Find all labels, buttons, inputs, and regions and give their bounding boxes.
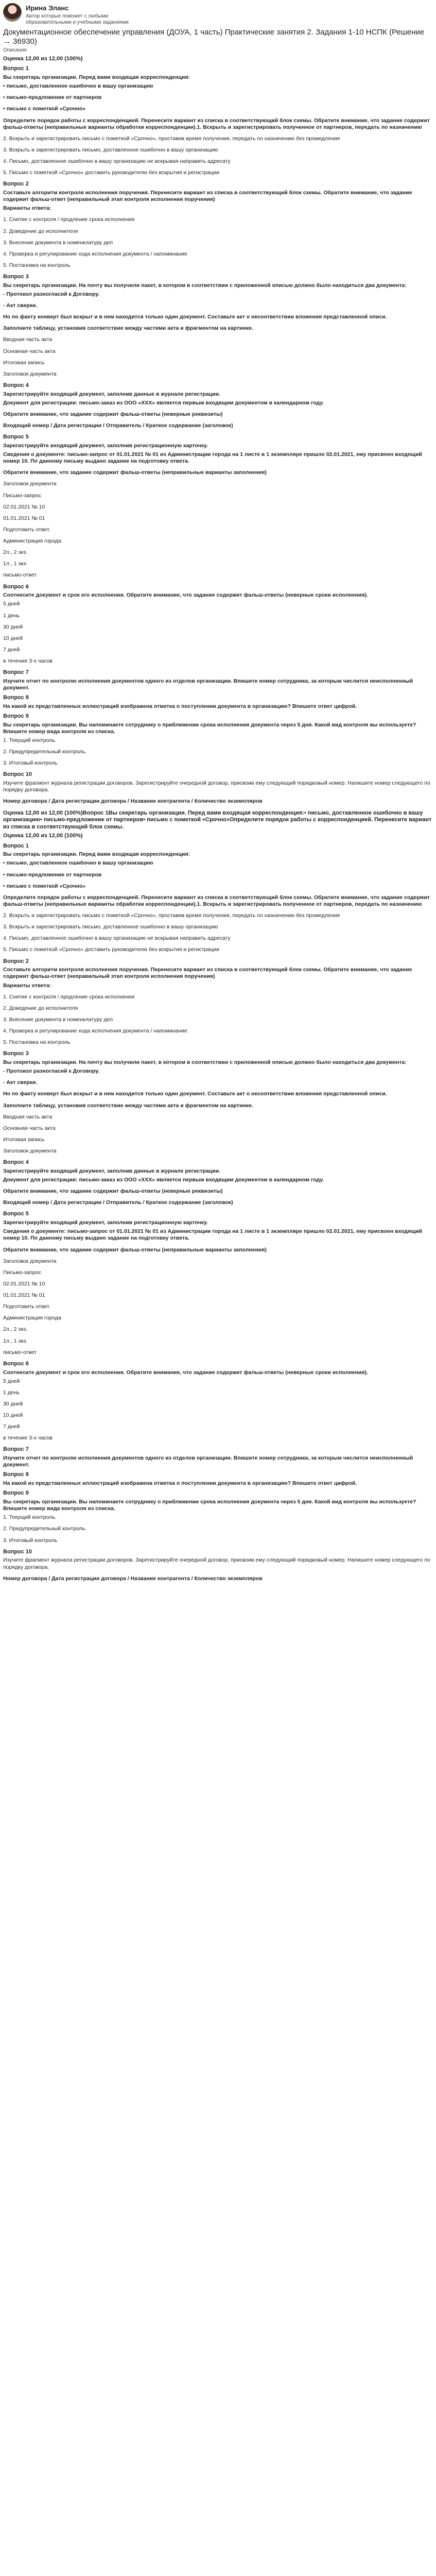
question-line: • письмо, доставленное ошибочно в вашу организацию: [3, 860, 153, 867]
question-line: Заголовок документа: [3, 370, 57, 377]
question-label: Вопрос 5: [3, 1211, 29, 1217]
question-line: 10 дней: [3, 635, 23, 641]
question-line: 10 дней: [3, 1412, 23, 1418]
question-label: Вопрос 4: [3, 382, 29, 388]
question-line: письмо-ответ: [3, 1349, 37, 1355]
question-text: Вы секретарь организации. Перед вами входящая корреспонденция:: [3, 74, 190, 80]
question-label: Вопрос 1: [3, 842, 29, 849]
question-label: Вопрос 5: [3, 434, 29, 440]
question-text: Зарегистрируйте входящий документ, заполнив данные в журнале регистрации.: [3, 1167, 220, 1174]
question-line: 1. Снятие с контроля / продление срока исполнения: [3, 993, 135, 1000]
question-line: 7 дней: [3, 1423, 20, 1430]
question-text: Соотнесите документ и срок его исполнения. Обратите внимание, что задание содержит фальш-ответы (неверные сроки исполнения).: [3, 1369, 368, 1376]
question-label: Вопрос 10: [3, 771, 32, 778]
question-line: 5. Постановка на контроль: [3, 262, 71, 268]
question-line: 5. Постановка на контроль: [3, 1039, 71, 1046]
question-line: - Акт сверки.: [3, 302, 38, 309]
author-name[interactable]: Ирина Эланс: [26, 4, 69, 12]
question-line: 4. Проверка и регулирование хода исполнения документа / напоминание: [3, 1028, 187, 1034]
question-label: Вопрос 8: [3, 1471, 29, 1478]
question-line: 4. Проверка и регулирование хода исполнения документа / напоминание: [3, 250, 187, 257]
question-label: Вопрос 1: [3, 65, 29, 72]
question-text: Составьте алгоритм контроля исполнения поручения. Перенесите вариант из списка в соответствующий блок схемы. Обратите внимание, что задание содержит фальш-ответ (неправильный этап контроля исполнения поручения): [3, 190, 412, 203]
question-line: 5 дней: [3, 1378, 20, 1384]
question-line: • письмо, доставленное ошибочно в вашу организацию: [3, 83, 153, 90]
question-line: Сведения о документе: письмо-запрос от 01.01.2021 № 01 из Администрации города на 1 листе в 1 экземпляре пришло 02.01.2021, ему присвоен входящий номер 10. По данному письму выдано задание на подготовку ответа.: [3, 1228, 422, 1242]
question-line: Подготовить ответ.: [3, 1303, 50, 1310]
question-line: 2. Предупредительный контроль.: [3, 1526, 87, 1532]
question-line: Документ для регистрации: письмо-заказ из ООО «ХХХ» является первым входящим документом в календарном году.: [3, 1177, 324, 1183]
question-label: Вопрос 6: [3, 1360, 29, 1367]
question-line: Определите порядок работы с корреспонденцией. Перенесите вариант из списка в соответствующий блок схемы. Обратите внимание, что задание содержит фальш-ответы (неправильные варианты обработки корреспонденции).1. Вскрыть и зарегистрировать полученное от партнеров, передать по назначению: [3, 117, 430, 130]
question-line: письмо-ответ: [3, 572, 37, 579]
question-text: Соотнесите документ и срок его исполнения. Обратите внимание, что задание содержит фальш-ответы (неверные сроки исполнения).: [3, 592, 368, 599]
question-text: Вы секретарь организации. На почту вы получили пакет, в котором в соответствии с приложенной описью должно было находиться два документа:: [3, 282, 407, 289]
question-text: Вы секретарь организации. На почту вы получили пакет, в котором в соответствии с приложенной описью должно было находиться два документа:: [3, 1059, 407, 1065]
question-line: Документ для регистрации: письмо-заказ из ООО «ХХХ» является первым входящим документом в календарном году.: [3, 399, 324, 406]
question-line: Обратите внимание, что задание содержит фальш-ответы (неверные реквизиты): [3, 411, 223, 417]
question-line: Варианты ответа:: [3, 982, 51, 989]
question-line: Письмо-запрос: [3, 492, 41, 499]
question-text: Вы секретарь организации. Перед вами входящая корреспонденция:: [3, 851, 190, 858]
question-label: Вопрос 2: [3, 181, 29, 188]
question-line: 01.01.2021 № 01: [3, 1292, 45, 1298]
question-label: Вопрос 10: [3, 1548, 32, 1555]
question-line: Заголовок документа: [3, 1148, 57, 1154]
question-text: Вы секретарь организации. Вы напоминаете сотруднику о приближении срока исполнения документа через 5 дня. Какой вид контроля вы используете? Впишите номер вида контроля из списка.: [3, 1499, 416, 1512]
question-label: Вопрос 4: [3, 1159, 29, 1166]
question-line: 1л., 1 экз.: [3, 1337, 28, 1344]
question-line: в течение 3-х часов: [3, 1435, 53, 1442]
question-text: Зарегистрируйте входящий документ, заполнив данные в журнале регистрации.: [3, 391, 220, 397]
question-line: 1 день: [3, 612, 20, 619]
question-label: Вопрос 8: [3, 694, 29, 701]
question-line: Но по факту конверт был вскрыт и в нем находится только один документ. Составьте акт о несоответствии вложения представленной описи.: [3, 1091, 387, 1097]
question-line: 2. Вскрыть и зарегистрировать письмо с пометкой «Срочно», проставив время получения, передать по назначению без промедления: [3, 912, 340, 919]
question-label: Вопрос 9: [3, 1490, 29, 1497]
question-line: Администрация города: [3, 538, 61, 544]
question-line: 5. Письмо с пометкой «Срочно» доставить руководителю без вскрытия и регистрации: [3, 170, 219, 176]
author-description: Автор которые поможет с любыми образовательными и учебными заданиями: [26, 13, 129, 26]
question-line: • письмо-предложение от партнеров: [3, 94, 102, 101]
question-line: Обратите внимание, что задание содержит фальш-ответы (неправильные варианты заполнения): [3, 469, 267, 476]
author-info: [26, 3, 129, 26]
question-line: 5. Письмо с пометкой «Срочно» доставить руководителю без вскрытия и регистрации: [3, 946, 219, 953]
question-line: 2л., 2 экз.: [3, 549, 28, 556]
question-line: • письмо с пометкой «Срочно»: [3, 883, 86, 889]
author-card: [3, 3, 432, 26]
question-line: Обратите внимание, что задание содержит фальш-ответы (неверные реквизиты): [3, 1188, 223, 1195]
question-line: Обратите внимание, что задание содержит фальш-ответы (неправильные варианты заполнения): [3, 1246, 267, 1253]
question-line: Заголовок документа: [3, 1258, 57, 1264]
grade-text-repeat: Оценка 12,00 из 12,00 (100%): [3, 832, 83, 839]
question-line: 02.01.2021 № 10: [3, 503, 45, 510]
question-line: 30 дней: [3, 623, 23, 630]
question-label: Вопрос 3: [3, 274, 29, 280]
question-line: 5 дней: [3, 601, 20, 607]
question-line: 01.01.2021 № 01: [3, 515, 45, 521]
question-label: Вопрос 2: [3, 958, 29, 964]
question-line: 3. Внесение документа в номенклатуру дел: [3, 1016, 113, 1023]
grade-text: Оценка 12,00 из 12,00 (100%): [3, 55, 83, 62]
question-label: Вопрос 6: [3, 583, 29, 590]
question-line: Подготовить ответ.: [3, 526, 50, 533]
question-label: Вопрос 7: [3, 669, 29, 676]
question-label: Вопрос 3: [3, 1050, 29, 1057]
question-line: Определите порядок работы с корреспонденцией. Перенесите вариант из списка в соответствующий блок схемы. Обратите внимание, что задание содержит фальш-ответы (неправильные варианты обработки корреспонденции).1. Вскрыть и зарегистрировать полученное от партнеров, передать по назначению: [3, 894, 430, 907]
repeat-intro: Оценка 12,00 из 12,00 (100%)Вопрос 1Вы секретарь организации. Перед вами входящая корреспонденция:• письмо, доставленное ошибочно в вашу организацию• письмо-предложение от партнеров• письмо с пометкой «Срочно»Определите порядок работы с корреспонденцией. Перенесите вариант из списка в соответствующий блок схемы.: [3, 809, 432, 830]
question-line: 2. Предупредительный контроль.: [3, 749, 87, 755]
question-line: Администрация города: [3, 1315, 61, 1321]
question-text: На какой из представленных иллюстраций изображена отметка о поступлении документа в организацию? Впишите ответ цифрой.: [3, 1480, 357, 1487]
question-line: 7 дней: [3, 646, 20, 653]
question-line: Номер договора / Дата регистрации договора / Название контрагента / Количество экземпляров: [3, 798, 263, 805]
page-title: Документационное обеспечение управления (ДОУА, 1 часть) Практические занятия 2. Задания 1-10 НСПК (Решение → 36930): [3, 28, 425, 46]
question-line: 1. Снятие с контроля / продление срока исполнения: [3, 216, 135, 223]
question-text: Изучите отчет по контролю исполнения документов одного из отделов организации. Впишите номер сотрудника, за которым числится неисполненный документ.: [3, 1455, 413, 1468]
question-text: Зарегистрируйте входящий документ, заполнив регистрационную карточку.: [3, 1219, 208, 1226]
question-line: 1. Текущий контроль.: [3, 1514, 57, 1521]
question-text: Вы секретарь организации. Вы напоминаете сотруднику о приближении срока исполнения документа через 5 дня. Какой вид контроля вы используете? Впишите номер вида контроля из списка.: [3, 721, 416, 735]
question-line: Заполните таблицу, установив соответствие между частями акта и фрагментом на картинке.: [3, 325, 253, 332]
question-line: Письмо-запрос: [3, 1269, 41, 1276]
question-line: - Акт сверки.: [3, 1079, 38, 1086]
questions-list: [3, 65, 432, 805]
question-text: На какой из представленных иллюстраций изображена отметка о поступлении документа в организацию? Впишите ответ цифрой.: [3, 703, 357, 709]
avatar: [3, 3, 22, 22]
question-line: Входящий номер / Дата регистрации / Отправитель / Краткое содержание (заголовок): [3, 422, 233, 429]
question-line: Основная часть акта: [3, 348, 56, 354]
question-line: 02.01.2021 № 10: [3, 1280, 45, 1287]
question-line: 1л., 1 экз.: [3, 561, 28, 567]
question-line: Сведения о документе: письмо-запрос от 01.01.2021 № 01 из Администрации города на 1 листе в 1 экземпляре пришло 02.01.2021, ему присвоен входящий номер 10. По данному письму выдано задание на подготовку ответа.: [3, 451, 422, 465]
question-line: • письмо-предложение от партнеров: [3, 871, 102, 878]
question-text: Зарегистрируйте входящий документ, заполнив регистрационную карточку.: [3, 442, 208, 449]
question-label: Вопрос 9: [3, 713, 29, 719]
question-line: 2. Доведение до исполнителя: [3, 1005, 78, 1011]
question-text: Изучите отчет по контролю исполнения документов одного из отделов организации. Впишите номер сотрудника, за которым числится неисполненный документ.: [3, 677, 413, 691]
question-line: - Протокол разногласий к Договору.: [3, 1068, 100, 1075]
question-line: Варианты ответа:: [3, 205, 51, 212]
question-line: 1 день: [3, 1389, 20, 1396]
question-line: Заголовок документа: [3, 481, 57, 487]
question-line: Вводная часть акта: [3, 1113, 53, 1120]
question-line: Изучите фрагмент журнала регистрации договоров. Зарегистрируйте очередной договор, присвоив ему следующий порядковый номер. Напишите номер следующего по порядку договора.: [3, 780, 430, 793]
question-line: 3. Итоговый контроль: [3, 760, 58, 767]
question-line: 3. Вскрыть и зарегистрировать письмо, доставленное ошибочно в вашу организацию: [3, 924, 218, 930]
question-line: Изучите фрагмент журнала регистрации договоров. Зарегистрируйте очередной договор, присвоив ему следующий порядковый номер. Напишите номер следующего по порядку договора.: [3, 1557, 430, 1570]
question-line: 30 дней: [3, 1400, 23, 1407]
question-line: 2. Вскрыть и зарегистрировать письмо с пометкой «Срочно», проставив время получения, передать по назначению без промедления: [3, 135, 340, 142]
question-line: 2. Доведение до исполнителя: [3, 228, 78, 234]
question-line: Заполните таблицу, установив соответствие между частями акта и фрагментом на картинке.: [3, 1102, 253, 1109]
question-line: - Протокол разногласий к Договору.: [3, 291, 100, 297]
question-line: Номер договора / Дата регистрации договора / Название контрагента / Количество экземпляров: [3, 1575, 263, 1582]
question-line: 3. Вскрыть и зарегистрировать письмо, доставленное ошибочно в вашу организацию: [3, 146, 218, 153]
question-line: в течение 3-х часов: [3, 658, 53, 664]
question-line: 2л., 2 экз.: [3, 1326, 28, 1333]
question-line: Входящий номер / Дата регистрации / Отправитель / Краткое содержание (заголовок): [3, 1199, 233, 1206]
question-label: Вопрос 7: [3, 1446, 29, 1453]
questions-list-repeat: [3, 843, 432, 1582]
question-line: Но по факту конверт был вскрыт и в нем находится только один документ. Составьте акт о несоответствии вложения представленной описи.: [3, 314, 387, 320]
question-line: 3. Итоговый контроль: [3, 1537, 58, 1544]
question-line: 4. Письмо, доставленное ошибочно в вашу организацию не вскрывая направить адресату: [3, 935, 231, 942]
question-line: 1. Текущий контроль.: [3, 737, 57, 743]
question-line: • письмо с пометкой «Срочно»: [3, 106, 86, 112]
question-line: Вводная часть акта: [3, 336, 53, 343]
question-line: 3. Внесение документа в номенклатуру дел: [3, 239, 113, 246]
question-line: Основная часть акта: [3, 1125, 56, 1131]
question-line: Итоговая запись: [3, 1136, 45, 1143]
question-line: 4. Письмо, доставленное ошибочно в вашу организацию не вскрывая направить адресату: [3, 158, 231, 164]
question-line: Итоговая запись: [3, 359, 45, 366]
section-label: Описание: [3, 47, 27, 53]
question-text: Составьте алгоритм контроля исполнения поручения. Перенесите вариант из списка в соответствующий блок схемы. Обратите внимание, что задание содержит фальш-ответ (неправильный этап контроля исполнения поручения): [3, 967, 412, 980]
